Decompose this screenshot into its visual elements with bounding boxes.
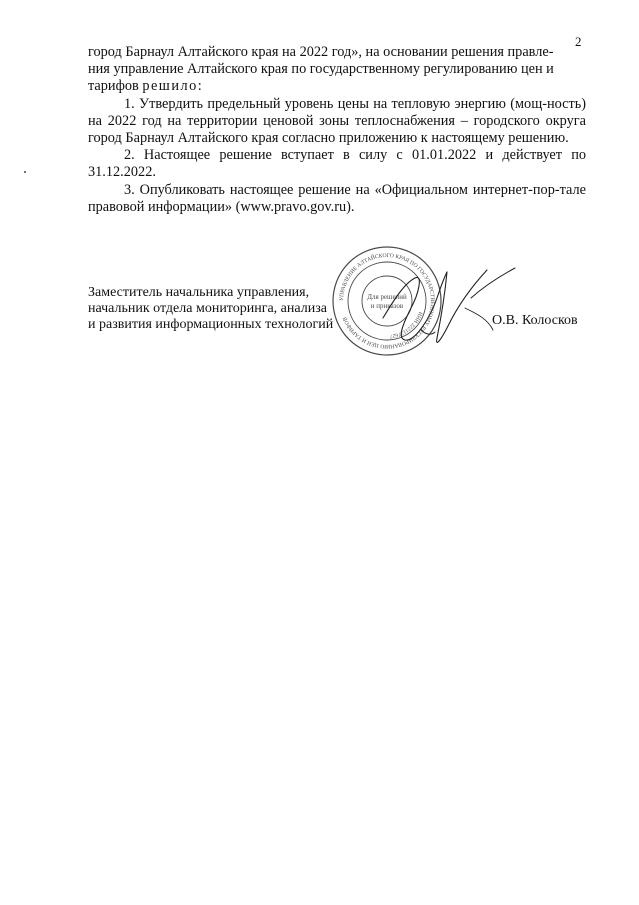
intro-line-3 (88, 78, 586, 95)
document-body (88, 44, 586, 216)
decision-word: решило (142, 78, 198, 95)
position-line-3: и развития информационных технологий (88, 317, 334, 332)
position-line-1: Заместитель начальника управления, (88, 285, 310, 300)
seal-inn-text: ИНН 2221127627 (389, 310, 424, 339)
position-line-2: начальник отдела мониторинга, анализа (88, 301, 327, 316)
intro-tail-after: : (197, 78, 202, 95)
intro-tail-before: тарифов (88, 78, 143, 95)
intro-line-2: ния управление Алтайского края по государственному регулированию цен и (88, 61, 554, 78)
page-number: 2 (575, 34, 582, 49)
decision-item-2: 2. Настоящее решение вступает в силу с 01.01.2022 и действует по 31.12.2022. (88, 147, 586, 181)
seal-outer-text: УПРАВЛЕНИЕ АЛТАЙСКОГО КРАЯ ПО ГОСУДАРСТВЕННОМУ РЕГУЛИРОВАНИЮ ЦЕН И ТАРИФОВ (338, 252, 436, 350)
seal-inner-line-1: Для решений (367, 293, 407, 301)
intro-line-1: город Барнаул Алтайского края на 2022 год», на основании решения правле- (88, 44, 554, 60)
stray-mark (24, 171, 26, 173)
signatory-name: О.В. Колосков (492, 313, 578, 328)
decision-item-1: 1. Утвердить предельный уровень цены на тепловую энергию (мощ-ность) на 2022 год на территории ценовой зоны теплоснабжения – городского округа город Барнаул Алтайского края согласно приложению к настоящему решению. (88, 95, 586, 147)
decision-item-3: 3. Опубликовать настоящее решение на «Официальном интернет-пор-тале правовой информации» (www.pravo.gov.ru). (88, 181, 586, 215)
handwritten-signature (375, 258, 525, 358)
seal-inner-line-2: и приказов (370, 302, 404, 310)
signatory-position (88, 285, 333, 333)
